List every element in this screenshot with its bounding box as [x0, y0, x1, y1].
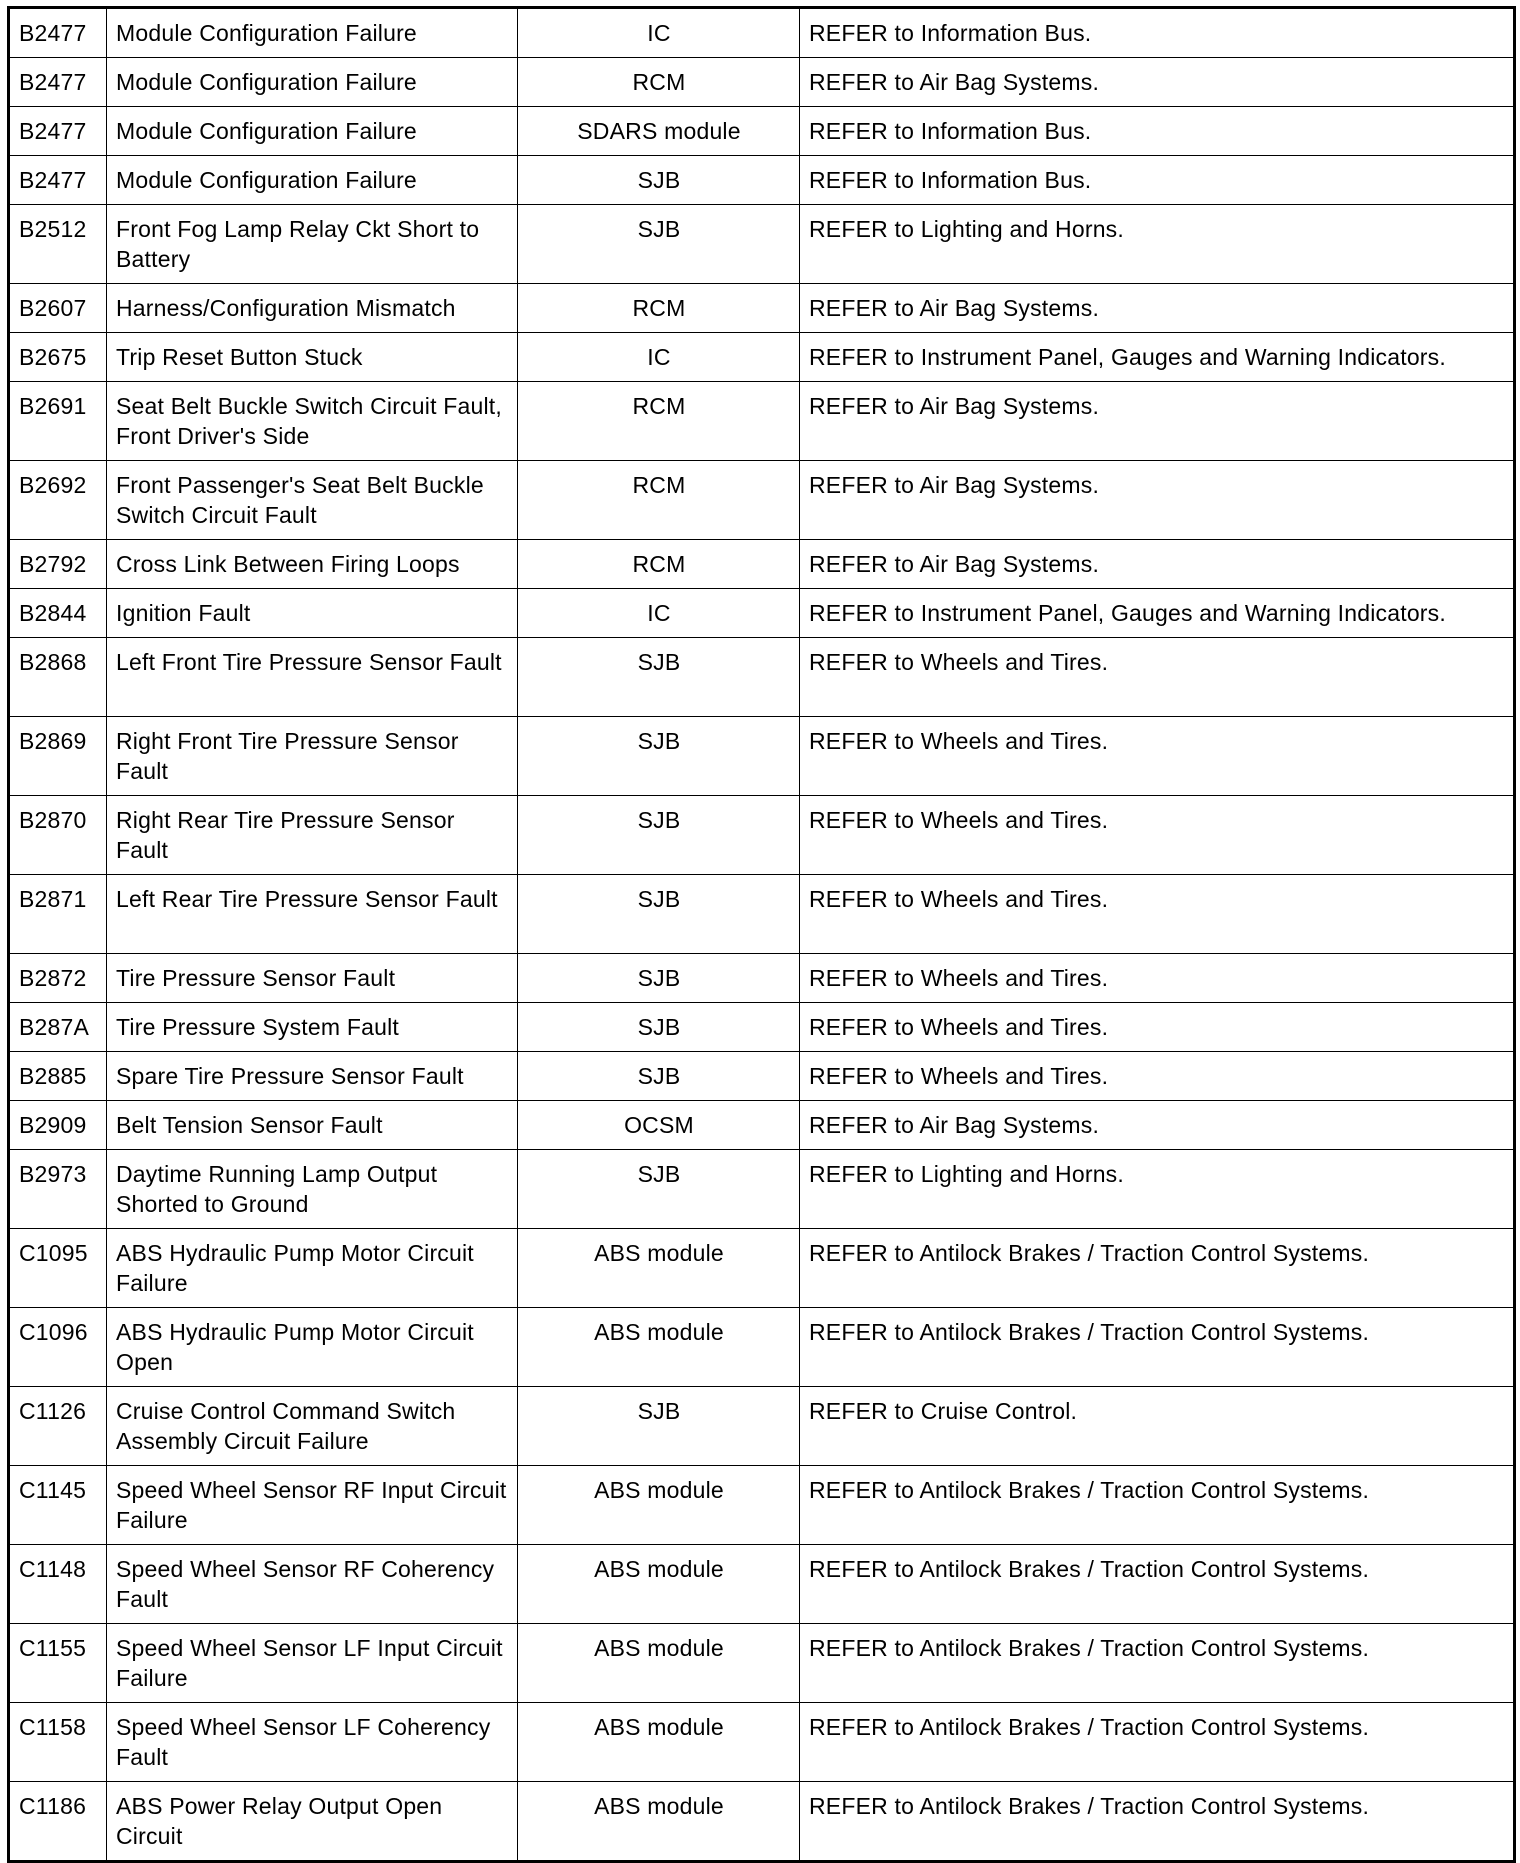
dtc-code-cell: C1145	[9, 1466, 107, 1545]
table-row	[9, 333, 1515, 382]
module-cell: RCM	[518, 382, 800, 461]
table-row	[9, 1308, 1515, 1387]
dtc-table	[7, 6, 1516, 1863]
dtc-code-cell: B2512	[9, 205, 107, 284]
description-cell: Left Front Tire Pressure Sensor Fault	[107, 638, 518, 717]
description-cell: ABS Power Relay Output Open Circuit	[107, 1782, 518, 1862]
action-cell: REFER to Instrument Panel, Gauges and Warning Indicators.	[800, 589, 1515, 638]
action-cell: REFER to Lighting and Horns.	[800, 1150, 1515, 1229]
action-cell: REFER to Wheels and Tires.	[800, 638, 1515, 717]
description-cell: ABS Hydraulic Pump Motor Circuit Failure	[107, 1229, 518, 1308]
dtc-code-cell: B2869	[9, 717, 107, 796]
dtc-table-body	[9, 8, 1515, 1862]
module-cell: SJB	[518, 1052, 800, 1101]
table-row	[9, 638, 1515, 717]
dtc-code-cell: C1096	[9, 1308, 107, 1387]
module-cell: SJB	[518, 638, 800, 717]
description-cell: Spare Tire Pressure Sensor Fault	[107, 1052, 518, 1101]
description-cell: Module Configuration Failure	[107, 107, 518, 156]
dtc-code-cell: B2675	[9, 333, 107, 382]
action-cell: REFER to Information Bus.	[800, 107, 1515, 156]
dtc-code-cell: B2792	[9, 540, 107, 589]
module-cell: ABS module	[518, 1782, 800, 1862]
table-row	[9, 875, 1515, 954]
module-cell: SJB	[518, 1387, 800, 1466]
dtc-code-cell: B2692	[9, 461, 107, 540]
action-cell: REFER to Antilock Brakes / Traction Control Systems.	[800, 1545, 1515, 1624]
dtc-code-cell: B2477	[9, 8, 107, 58]
dtc-code-cell: B2909	[9, 1101, 107, 1150]
description-cell: Right Front Tire Pressure Sensor Fault	[107, 717, 518, 796]
description-cell: Daytime Running Lamp Output Shorted to Ground	[107, 1150, 518, 1229]
action-cell: REFER to Information Bus.	[800, 156, 1515, 205]
module-cell: SJB	[518, 156, 800, 205]
dtc-code-cell: B2691	[9, 382, 107, 461]
dtc-code-cell: C1095	[9, 1229, 107, 1308]
action-cell: REFER to Wheels and Tires.	[800, 796, 1515, 875]
action-cell: REFER to Antilock Brakes / Traction Control Systems.	[800, 1229, 1515, 1308]
table-row	[9, 156, 1515, 205]
description-cell: Seat Belt Buckle Switch Circuit Fault, Front Driver's Side	[107, 382, 518, 461]
action-cell: REFER to Air Bag Systems.	[800, 540, 1515, 589]
module-cell: OCSM	[518, 1101, 800, 1150]
action-cell: REFER to Antilock Brakes / Traction Control Systems.	[800, 1703, 1515, 1782]
action-cell: REFER to Lighting and Horns.	[800, 205, 1515, 284]
table-row	[9, 540, 1515, 589]
module-cell: SJB	[518, 1150, 800, 1229]
table-row	[9, 954, 1515, 1003]
dtc-code-cell: B2871	[9, 875, 107, 954]
dtc-code-cell: B2844	[9, 589, 107, 638]
table-row	[9, 1101, 1515, 1150]
table-row	[9, 1545, 1515, 1624]
module-cell: RCM	[518, 58, 800, 107]
action-cell: REFER to Wheels and Tires.	[800, 717, 1515, 796]
table-row	[9, 284, 1515, 333]
action-cell: REFER to Instrument Panel, Gauges and Warning Indicators.	[800, 333, 1515, 382]
description-cell: Speed Wheel Sensor LF Coherency Fault	[107, 1703, 518, 1782]
description-cell: Cross Link Between Firing Loops	[107, 540, 518, 589]
table-row	[9, 1150, 1515, 1229]
table-row	[9, 58, 1515, 107]
dtc-code-cell: B2477	[9, 156, 107, 205]
dtc-code-cell: C1158	[9, 1703, 107, 1782]
description-cell: Module Configuration Failure	[107, 58, 518, 107]
action-cell: REFER to Air Bag Systems.	[800, 284, 1515, 333]
module-cell: IC	[518, 589, 800, 638]
description-cell: Belt Tension Sensor Fault	[107, 1101, 518, 1150]
module-cell: IC	[518, 333, 800, 382]
module-cell: ABS module	[518, 1545, 800, 1624]
description-cell: Front Passenger's Seat Belt Buckle Switch Circuit Fault	[107, 461, 518, 540]
description-cell: Module Configuration Failure	[107, 8, 518, 58]
table-row	[9, 107, 1515, 156]
dtc-code-cell: B2868	[9, 638, 107, 717]
dtc-code-cell: C1148	[9, 1545, 107, 1624]
action-cell: REFER to Antilock Brakes / Traction Control Systems.	[800, 1466, 1515, 1545]
dtc-code-cell: C1155	[9, 1624, 107, 1703]
table-row	[9, 717, 1515, 796]
dtc-code-cell: C1186	[9, 1782, 107, 1862]
dtc-code-cell: B2870	[9, 796, 107, 875]
description-cell: Speed Wheel Sensor RF Coherency Fault	[107, 1545, 518, 1624]
dtc-code-cell: B2477	[9, 58, 107, 107]
module-cell: SJB	[518, 1003, 800, 1052]
description-cell: Harness/Configuration Mismatch	[107, 284, 518, 333]
action-cell: REFER to Air Bag Systems.	[800, 461, 1515, 540]
dtc-code-cell: C1126	[9, 1387, 107, 1466]
dtc-code-cell: B287A	[9, 1003, 107, 1052]
module-cell: RCM	[518, 540, 800, 589]
module-cell: ABS module	[518, 1703, 800, 1782]
table-row	[9, 1782, 1515, 1862]
description-cell: ABS Hydraulic Pump Motor Circuit Open	[107, 1308, 518, 1387]
module-cell: SJB	[518, 875, 800, 954]
table-row	[9, 1052, 1515, 1101]
dtc-code-cell: B2872	[9, 954, 107, 1003]
table-row	[9, 1703, 1515, 1782]
module-cell: SJB	[518, 717, 800, 796]
module-cell: SJB	[518, 205, 800, 284]
action-cell: REFER to Wheels and Tires.	[800, 875, 1515, 954]
action-cell: REFER to Antilock Brakes / Traction Control Systems.	[800, 1624, 1515, 1703]
module-cell: IC	[518, 8, 800, 58]
module-cell: RCM	[518, 461, 800, 540]
table-row	[9, 796, 1515, 875]
action-cell: REFER to Air Bag Systems.	[800, 382, 1515, 461]
dtc-code-cell: B2477	[9, 107, 107, 156]
module-cell: RCM	[518, 284, 800, 333]
table-row	[9, 205, 1515, 284]
table-row	[9, 589, 1515, 638]
dtc-code-cell: B2607	[9, 284, 107, 333]
dtc-code-cell: B2885	[9, 1052, 107, 1101]
dtc-code-cell: B2973	[9, 1150, 107, 1229]
description-cell: Right Rear Tire Pressure Sensor Fault	[107, 796, 518, 875]
table-row	[9, 1229, 1515, 1308]
description-cell: Cruise Control Command Switch Assembly Circuit Failure	[107, 1387, 518, 1466]
module-cell: SDARS module	[518, 107, 800, 156]
description-cell: Tire Pressure System Fault	[107, 1003, 518, 1052]
description-cell: Front Fog Lamp Relay Ckt Short to Battery	[107, 205, 518, 284]
action-cell: REFER to Wheels and Tires.	[800, 954, 1515, 1003]
description-cell: Speed Wheel Sensor LF Input Circuit Failure	[107, 1624, 518, 1703]
description-cell: Ignition Fault	[107, 589, 518, 638]
description-cell: Module Configuration Failure	[107, 156, 518, 205]
action-cell: REFER to Cruise Control.	[800, 1387, 1515, 1466]
action-cell: REFER to Information Bus.	[800, 8, 1515, 58]
action-cell: REFER to Air Bag Systems.	[800, 58, 1515, 107]
description-cell: Left Rear Tire Pressure Sensor Fault	[107, 875, 518, 954]
module-cell: ABS module	[518, 1229, 800, 1308]
action-cell: REFER to Air Bag Systems.	[800, 1101, 1515, 1150]
module-cell: SJB	[518, 796, 800, 875]
module-cell: ABS module	[518, 1308, 800, 1387]
table-row	[9, 8, 1515, 58]
table-row	[9, 1624, 1515, 1703]
module-cell: ABS module	[518, 1624, 800, 1703]
table-row	[9, 1466, 1515, 1545]
description-cell: Tire Pressure Sensor Fault	[107, 954, 518, 1003]
action-cell: REFER to Wheels and Tires.	[800, 1052, 1515, 1101]
action-cell: REFER to Antilock Brakes / Traction Control Systems.	[800, 1782, 1515, 1862]
table-row	[9, 382, 1515, 461]
table-row	[9, 461, 1515, 540]
module-cell: ABS module	[518, 1466, 800, 1545]
description-cell: Speed Wheel Sensor RF Input Circuit Failure	[107, 1466, 518, 1545]
action-cell: REFER to Antilock Brakes / Traction Control Systems.	[800, 1308, 1515, 1387]
action-cell: REFER to Wheels and Tires.	[800, 1003, 1515, 1052]
table-row	[9, 1003, 1515, 1052]
module-cell: SJB	[518, 954, 800, 1003]
description-cell: Trip Reset Button Stuck	[107, 333, 518, 382]
table-row	[9, 1387, 1515, 1466]
